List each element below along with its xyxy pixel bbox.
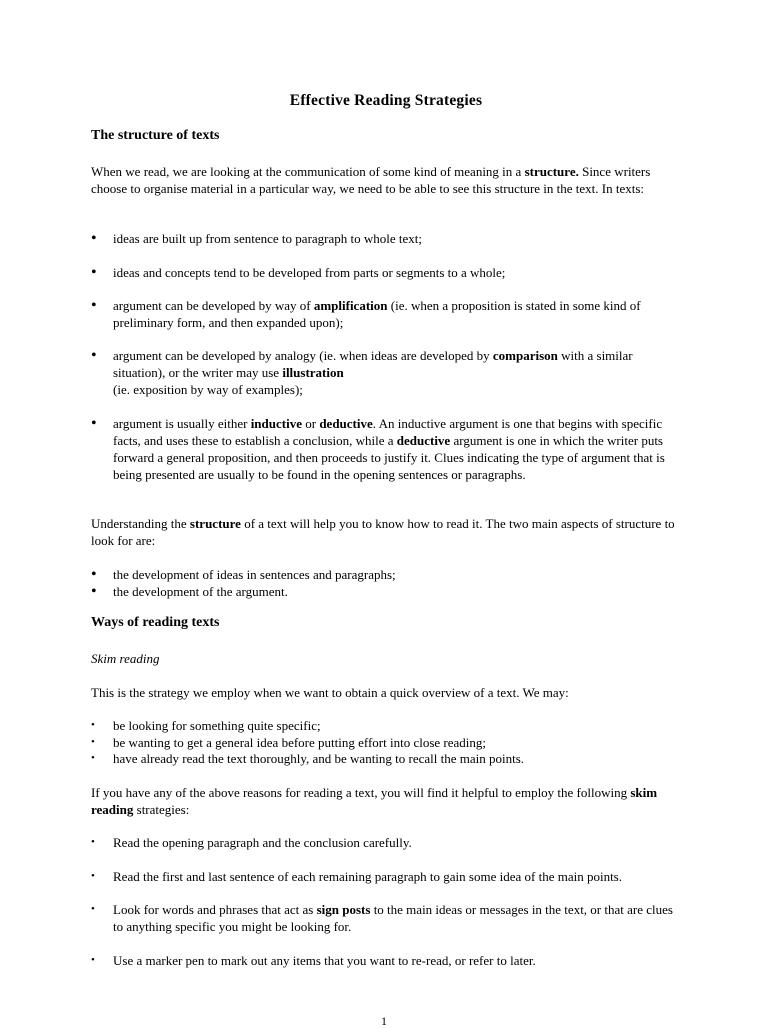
bullet-item	[91, 347, 681, 398]
bullet-item	[91, 264, 681, 281]
strategies-paragraph: If you have any of the above reasons for reading a text, you will find it helpful to employ the following skim reading strategies:	[91, 785, 658, 817]
strategy-text: Use a marker pen to mark out any items that you want to re-read, or refer to later.	[113, 953, 536, 968]
bullet-item	[91, 230, 681, 247]
strategy-item	[91, 868, 681, 885]
bullet-text: ideas and concepts tend to be developed from parts or segments to a whole;	[113, 265, 506, 280]
bullet-marker: •	[91, 954, 95, 966]
bullet-text: argument is usually either inductive or deductive. An inductive argument is one that begins with specific facts, and uses these to establish a conclusion, while a deductive argument is one in which the writer puts forward a general proposition, and then proceeds to justify it. Clues indicating the type of argument that is being presented are usually to be found in the opening sentences or paragraphs.	[113, 416, 665, 482]
bullet-item	[91, 297, 681, 331]
bullet-marker: •	[91, 903, 95, 915]
aspect-item	[91, 566, 681, 583]
reason-text: have already read the text thoroughly, and be wanting to recall the main points.	[113, 751, 525, 766]
bullet-text: argument can be developed by analogy (ie. when ideas are developed by comparison with a similar situation), or the writer may use illustration (ie. exposition by way of examples);	[113, 348, 633, 397]
strategy-text: Read the first and last sentence of each remaining paragraph to gain some idea of the main points.	[113, 869, 622, 884]
bullet-marker: •	[91, 415, 97, 432]
bullet-item	[91, 415, 681, 483]
strategy-item	[91, 952, 681, 969]
section-heading-ways: Ways of reading texts	[91, 615, 220, 630]
bullet-marker: •	[91, 736, 95, 748]
section-heading-structure: The structure of texts	[91, 128, 220, 143]
reason-item	[91, 734, 681, 751]
reason-item	[91, 717, 681, 734]
bullet-marker: •	[91, 230, 97, 247]
aspect-text: the development of ideas in sentences and paragraphs;	[113, 567, 396, 582]
document-title: Effective Reading Strategies	[289, 92, 483, 109]
bullet-text: ideas are built up from sentence to paragraph to whole text;	[113, 231, 423, 246]
bullet-marker: •	[91, 566, 97, 583]
reason-text: be wanting to get a general idea before putting effort into close reading;	[113, 735, 487, 750]
strategy-item	[91, 901, 681, 935]
bullet-marker: •	[91, 719, 95, 731]
intro-paragraph: When we read, we are looking at the communication of some kind of meaning in a structure. Since writers choose to organise material in a particular way, we need to be able to see this structure in the text. In texts:	[91, 164, 651, 196]
bullet-text: argument can be developed by way of amplification (ie. when a proposition is stated in some kind of preliminary form, and then expanded upon);	[113, 298, 641, 330]
bullet-marker: •	[91, 264, 97, 281]
reason-text: be looking for something quite specific;	[113, 718, 321, 733]
bullet-marker: •	[91, 347, 97, 364]
bullet-marker: •	[91, 836, 95, 848]
strategy-text: Read the opening paragraph and the conclusion carefully.	[113, 835, 412, 850]
structure-paragraph: Understanding the structure of a text will help you to know how to read it. The two main aspects of structure to look for are:	[91, 516, 675, 548]
skim-intro-paragraph: This is the strategy we employ when we want to obtain a quick overview of a text. We may:	[91, 685, 569, 700]
bullet-marker: •	[91, 870, 95, 882]
strategy-item	[91, 834, 681, 851]
strategy-text: Look for words and phrases that act as sign posts to the main ideas or messages in the text, or that are clues to anything specific you might be looking for.	[113, 902, 673, 934]
bullet-marker: •	[91, 583, 97, 600]
aspect-text: the development of the argument.	[113, 584, 288, 599]
subheading-skim: Skim reading	[91, 651, 160, 666]
bullet-marker: •	[91, 297, 97, 314]
bullet-marker: •	[91, 752, 95, 764]
page-number: 1	[381, 1014, 387, 1028]
aspect-item	[91, 583, 681, 600]
reason-item	[91, 750, 681, 767]
